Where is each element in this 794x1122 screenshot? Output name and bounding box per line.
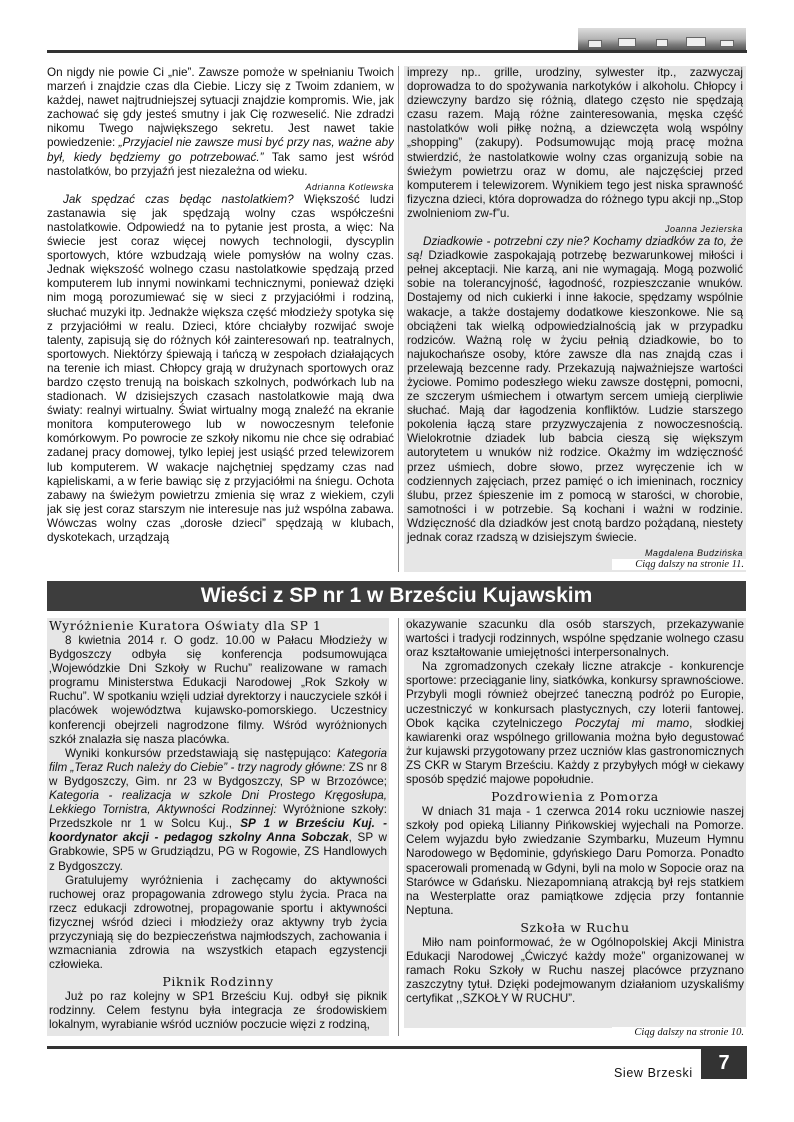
page-number: 7 [701,1047,747,1079]
section-heading: Piknik Rodzinny [162,974,274,990]
paragraph-text: ZS nr 8 w Bydgoszczy, Gim. nr 23 w Bydgoszczy, SP w Brzozówce; [49,760,388,788]
article-paragraph: 8 kwietnia 2014 r. O godz. 10.00 w Pałacu Młodzieży w Bydgoszczy odbyła się konferencja podsumowująca ‚Wojewódzkie Dni Szkoły w Ruchu” realizowane w ramach programu Ministerstwa Edukacji Narodowej „Rok Szkoły w Ruchu”. W spotkaniu wzięli udział dyrektorzy i nauczyciele szkół i placówek województwa kujawsko-pomorskiego. Uczestnicy konferencji obejrzeli nagrodzone filmy. Wśród wyróżnionych szkół znalazła się nasza placówka. [49,634,387,746]
article-teen-column [47,66,394,572]
article-paragraph [49,747,387,874]
article-paragraph: Gratulujemy wyróżnienia i zachęcamy do aktywności ruchowej oraz propagowania zdrowego stylu życia. Praca na rzecz edukacji zdrowotnej, propagowanie sportu i aktywności fizycznej wśród dzieci i młodzieży oraz aktywny tryb życia przyczyniają się do bezpieczeństwa najmłodszych, zachowania i wzmacniania zdrowia na wszystkich etapach egzystencji człowieka. [49,873,387,972]
section-heading: Szkoła w Ruchu [520,919,630,935]
paragraph-text: Dziadkowie zaspokajają potrzebę bezwarunkowej miłości i pełnej akceptacji. Nie karzą, ani nie wymagają. Mogą pozwolić sobie na tolerancyjność, łagodność, rozpieszczanie wnuków. Dostajemy od nich cukierki i inne łakocie, spędzamy wspólnie wakacje, a także dostajemy dodatkowe kieszonkowe. Nie są obciążeni tak wielką odpowiedzialnością jak w przypadku rodziców. Ważną rolę w życiu pełnią dziadkowie, bo to najukochańsze osoby, które zawsze dla nas znajdą czas i przelewają bezcenne rady. Przekazują najważniejsze wartości życiowe. Pomimo podeszłego wieku zawsze dostępni, pomocni, ze szczerym uśmiechem i otwartym sercem umieją cierpliwie słuchać. Mają dar łagodzenia konfliktów. Ludzie starszego pokolenia łączą stare przyzwyczajenia z nowoczesnością. Wielokrotnie dziadek lub babcia cieszą się większym autorytetem u wnuków niż rodzice. Okażmy im wdzięczność przez uśmiech, dobre słowo, przez wyręczenie ich w codziennych zajęciach, przez pamięć o ich imieninach, rocznicy ślubu, przez śpieszenie im z pomocą w starości, w chorobie, samotności i w potrzebie. Są kochani i ważni w rodzinie. Wdzięczność dla dziadków jest cnotą bardzo pożądaną, niestety jednak coraz rzadszą w dzisiejszym świecie. [407,249,743,544]
paragraph-text: Wyniki konkursów przedstawiają się następująco: [65,746,332,760]
paragraph-text: On nigdy nie powie Ci „nie”. Zawsze pomoże w spełnianiu Twoich marzeń i znajdzie czas dla Ciebie. Liczy się z Twoim zdaniem, w każdej, nawet najtrudniejszej sytuacji znajdzie kompromis. Wie, jak zachować się gdy jesteś smutny i jak Cię rozweselić. Nie zdradzi nikomu Twego największego sekretu. Jest nawet takie powiedzenie: [47,66,394,150]
column-divider [398,618,399,1036]
author-signature: Magdalena Budzińska [644,548,743,559]
quote-text: „Przyjaciel nie zawsze musi być przy nas, ważne aby był, kiedy będziemy go potrzebować.” [47,136,394,164]
paragraph-text: , SP w Grabkowie, SP5 w Grudziądzu, PG w Rogowie, ZS Handlowych z Bydgoszczy. [49,831,387,873]
highlight-text: SP 1 w Brześciu Kuj. - koordynator akcji - pedagog szkolny Anna Sobczak [49,817,388,845]
header-rule [47,50,747,53]
paragraph-text: Wyróżnione szkoły: Przedszkole nr 1 w Solcu Kuj., [49,803,388,831]
publication-name: Siew Brzeski [614,1066,693,1080]
category-text: Kategoria - realizacja w szkole Dni Prostego Kręgosłupa, Lekkiego Tornistra, Aktywności Rodzinnej: [49,789,387,817]
article-grandparents-column [404,66,746,572]
article-paragraph [407,235,743,545]
school-news-right-column [404,618,746,1028]
footer-rule [47,1046,747,1049]
article-title-inline: Dziadkowie - potrzebni czy nie? Kochamy dziadków za to, że są! [407,235,743,263]
article-paragraph: W dniach 31 maja - 1 czerwca 2014 roku uczniowie naszej szkoły pod opieką Lilianny Pińkowskiej wyjechali na Pomorze. Celem wyjazdu było zwiedzanie Szymbarku, Muzeum Hymnu Narodowego w Będominie, gdyńskiego Daru Pomorza. Ponadto spacerowali promenadą w Gdyni, byli na molo w Sopocie oraz na Starówce w Gdańsku. Niezapomnianą atrakcją był rejs statkiem na Westerplatte oraz pamiątkowe zdjęcia przy fontannie Neptuna. [406,805,744,917]
author-signature: Adrianna Kotlewska [305,181,394,192]
section-heading: Pozdrowienia z Pomorza [491,789,659,805]
paragraph-text: Tak samo jest wśród nastolatków, bo przyjaźń jest niezależna od wieku. [47,150,394,178]
paragraph-text: , słodkiej kawiarenki oraz wspólnego grillowania można było degustować żur kujawski przygotowany przez uczniów klas gastronomicznych ZS CKR w Starym Brześciu. Każdy z przybyłych mógł w ciekawy sposób spędzić majowe popołudnie. [406,716,744,787]
article-paragraph: imprezy np.. grille, urodziny, sylwester itp., zazwyczaj doprowadza to do spożywania narkotyków i alkoholu. Chłopcy i dziewczyny bardzo się różnią, dlatego często nie spędzają czasu razem. Mają różne zainteresowania, męska część nastolatków woli piłkę nożną, a dziewczęta wolą wspólny „shopping” (zakupy). Podsumowując moją pracę można stwierdzić, że nastolatkowie wolny czas organizują sobie na świeżym powietrzu oraz w domu, ale najczęściej przed komputerem i telewizorem. Wynikiem tego jest niska sprawność fizyczna dzieci, która doprowadza do różnego typu akcji np.„Stop zwolnieniom zw-f”u. [407,66,743,220]
article-paragraph: okazywanie szacunku dla osób starszych, przekazywanie wartości i tradycji rodzinnych, wspólne spędzanie wolnego czasu oraz kształtowanie umiejętności interpersonalnych. [406,618,744,660]
school-news-left-column [47,618,389,1036]
article-paragraph [47,66,394,179]
article-paragraph [47,193,394,545]
section-heading: Wyróżnienie Kuratora Oświaty dla SP 1 [49,618,322,633]
article-paragraph: Już po raz kolejny w SP1 Brześciu Kuj. odbył się piknik rodzinny. Celem festynu była integracja ze środowiskiem lokalnym, wyrabianie wśród uczniów poczucie więzi z rodziną, [49,990,387,1032]
continued-note: Ciąg dalszy na stronie 11. [612,559,746,570]
section-banner: Wieści z SP nr 1 w Brześciu Kujawskim [47,581,746,611]
header-landscape-photo [578,28,746,52]
paragraph-text: Większość ludzi zastanawia się jak spędzają wolny czas współcześni nastolatkowie. Odpowiedź na to pytanie jest prosta, a więc: Na świecie jest coraz więcej nowych technologii, dyscyplin sportowych, które wzbudzają wiele pomysłów na wolny czas. Jednak większość wolnego czasu nastolatkowie spędzają przed komputerem lub innymi nowinkami technicznymi, ponieważ dzięki nim mogą porozumiewać się w sieci z przyjaciółmi i rodziną, słuchać muzyki itp. Jednakże większa część młodzieży spotyka się z przyjaciółmi w realu. Dzieci, które chciałyby rozwijać swoje talenty, zapisują się do różnych kół zainteresowań np. teatralnych, sportowych. Niektórzy śpiewają i tańczą w zespołach działających na terenie ich miast. Chłopcy grają w drużynach sportowych oraz bardzo często trenują na boiskach szkolnych, podwórkach lub na stadionach. W dzisiejszych czasach nastolatkowie mają dwa światy: realnyi wirtualny. Świat wirtualny mogą znaleźć na ekranie monitora komputerowego lub w nowoczesnym telefonie komórkowym. Po powrocie ze szkoły nikomu nie chce się odrabiać zadanej pracy domowej, tylko lepiej jest usiąść przed telewizorem lub komputerem. W wakacje najchętniej spędzamy czas nad kąpieliskami, a w ferie bawiąc się z przyjaciółmi na śniegu. Ochota zabawy na świeżym powietrzu zmienia się wraz z wiekiem, czyli jak się jest coraz starszym nie interesuje nas już wspólna zabawa. Wówczas wolny czas „dorosłe dzieci” spędzają w klubach, dyskotekach, urządzają [47,192,394,544]
italic-text: Poczytaj mi mamo [575,716,690,730]
continued-note: Ciąg dalszy na stronie 10. [612,1027,746,1038]
article-title-inline: Jak spędzać czas będąc nastolatkiem? [63,192,294,206]
column-divider [398,66,399,572]
article-paragraph: Miło nam poinformować, że w Ogólnopolskiej Akcji Ministra Edukacji Narodowej „Ćwiczyć każdy może” organizowanej w ramach Roku Szkoły w Ruchu naszej placówce przyznano zaszczytny tytuł. Dzięki podejmowanym działaniom uzyskaliśmy certyfikat ,,SZKOŁY W RUCHU”. [406,935,744,1006]
article-paragraph [406,660,744,787]
category-text: Kategoria film „Teraz Ruch należy do Ciebie” - trzy nagrody główne: [49,746,388,774]
author-signature: Joanna Jezierska [664,224,743,235]
paragraph-text: Na zgromadzonych czekały liczne atrakcje - konkurencje sportowe: przeciąganie liny, siatkówka, konkursy sprawnościowe. Przybyli mogli również obejrzeć taneczną podróż po Europie, uczestniczyć w konkursach plastycznych, czy loterii fantowej. Obok kącika czytelniczego [406,660,744,730]
